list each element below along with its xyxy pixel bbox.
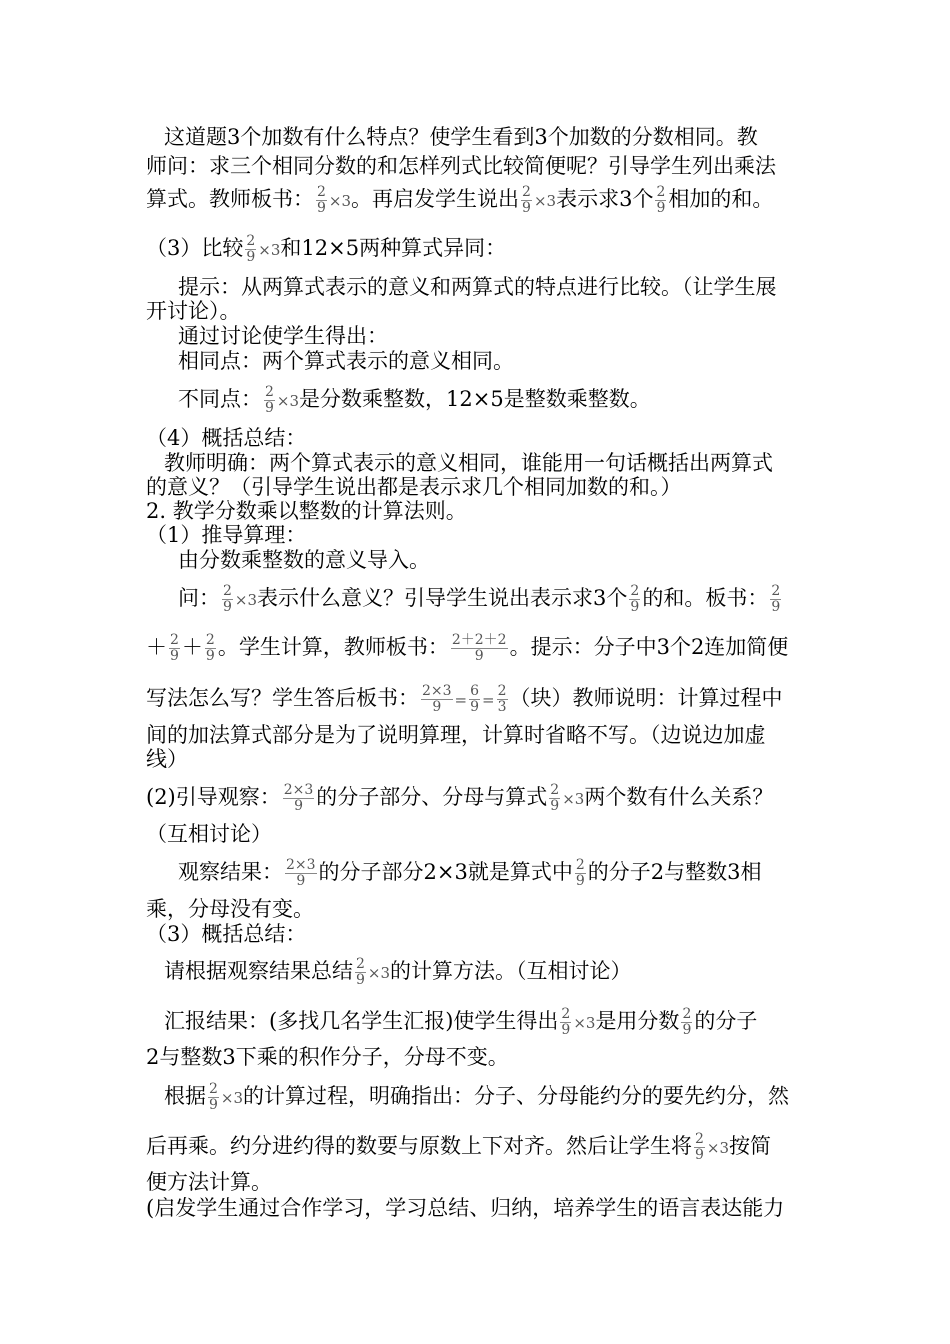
- fraction: $\frac{2}{9}$: [695, 1131, 704, 1163]
- paragraph-line: 不同点： $\frac{2}{9}$ ×3是分数乘整数，12×5是整数乘整数。: [178, 384, 651, 416]
- paragraph-line: 通过讨论使学生得出：: [178, 324, 388, 348]
- paragraph-line: 算式。教师板书： $\frac{2}{9}$ ×3。再启发学生说出 $\frac{2}{9}$ ×3表示求3个 $\frac{2}{9}$ 相加的和。: [146, 184, 774, 216]
- paragraph-line: 这道题3个加数有什么特点？使学生看到3个加数的分数相同。教: [164, 125, 758, 149]
- paragraph-line: 由分数乘整数的意义导入。: [178, 548, 430, 572]
- paragraph-line: 观察结果： $\frac{2\times 3}{9}$ 的分子部分2×3就是算式中 $\frac{2}{9}$ 的分子2与整数3相: [178, 857, 762, 889]
- paragraph-line: （互相讨论）: [146, 822, 272, 846]
- fraction: $\frac{2}{9}$: [317, 184, 326, 216]
- fraction: $\frac{2}{9}$: [170, 632, 179, 664]
- paragraph-line: 提示：从两算式表示的意义和两算式的特点进行比较。（让学生展: [178, 275, 777, 299]
- fraction: $\frac{2}{9}$: [550, 782, 560, 814]
- fraction: $\frac{2}{9}$: [522, 184, 531, 216]
- section-heading: （3）概括总结：: [146, 922, 307, 946]
- fraction: $\frac{2}{9}$: [246, 233, 256, 265]
- paragraph-line: 后再乘。约分进约得的数要与原数上下对齐。然后让学生将 $\frac{2}{9}$ ×3按简: [146, 1131, 772, 1163]
- fraction: $\frac{2}{9}$: [205, 632, 215, 664]
- paragraph-line: (启发学生通过合作学习，学习总结、归纳，培养学生的语言表达能力: [146, 1196, 785, 1220]
- paragraph-line: 师问：求三个相同分数的和怎样列式比较简便呢？引导学生列出乘法: [146, 154, 776, 178]
- paragraph-line: 2与整数3下乘的积作分子，分母不变。: [146, 1045, 509, 1069]
- paragraph-line: 写法怎么写？学生答后板书： $\frac{2\times 3}{9}$ = $\frac{6}{9}$ = $\frac{2}{3}$ （块）教师说明：计算过程中: [146, 683, 783, 715]
- fraction: $\frac{6}{9}$: [470, 683, 480, 715]
- section-heading: （1）推导算理：: [146, 523, 307, 547]
- fraction: $\frac{2}{9}$: [575, 857, 585, 889]
- fraction: $\frac{2+2+2}{9}$: [451, 632, 507, 664]
- paragraph-line: 线）: [146, 747, 188, 771]
- section-heading: （4）概括总结：: [146, 426, 307, 450]
- paragraph-line: 根据 $\frac{2}{9}$ ×3的计算过程，明确指出：分子、分母能约分的要先约分，然: [164, 1081, 790, 1113]
- paragraph-line: 汇报结果：(多找几名学生汇报)使学生得出 $\frac{2}{9}$ ×3是用分数 $\frac{2}{9}$ 的分子: [164, 1006, 758, 1038]
- fraction: $\frac{2\times 3}{9}$: [422, 683, 452, 715]
- paragraph-line: ＋ $\frac{2}{9}$ ＋ $\frac{2}{9}$ 。学生计算，教师板书： $\frac{2+2+2}{9}$ 。提示：分子中3个2连加简便: [146, 632, 789, 664]
- section-heading: 2. 教学分数乘以整数的计算法则。: [146, 499, 467, 523]
- fraction: $\frac{2}{9}$: [356, 956, 365, 988]
- fraction: $\frac{2}{9}$: [265, 384, 274, 416]
- paragraph-line: 教师明确：两个算式表示的意义相同，谁能用一句话概括出两算式: [164, 451, 773, 475]
- paragraph-line: 问： $\frac{2}{9}$ ×3表示什么意义？引导学生说出表示求3个 $\frac{2}{9}$ 的和。板书： $\frac{2}{9}$: [178, 583, 781, 615]
- fraction: $\frac{2\times 3}{9}$: [283, 782, 314, 814]
- paragraph-line: 间的加法算式部分是为了说明算理，计算时省略不写。（边说边加虚: [146, 723, 766, 747]
- fraction: $\frac{2}{9}$: [209, 1081, 218, 1113]
- paragraph-line: 开讨论）。: [146, 299, 241, 323]
- fraction: $\frac{2}{3}$: [497, 683, 507, 715]
- paragraph-line: 请根据观察结果总结 $\frac{2}{9}$ ×3的计算方法。（互相讨论）: [164, 956, 632, 988]
- section-heading: (2)引导观察： $\frac{2\times 3}{9}$ 的分子部分、分母与算式 $\frac{2}{9}$ ×3两个数有什么关系？: [146, 782, 774, 814]
- fraction: $\frac{2}{9}$: [630, 583, 640, 615]
- fraction: $\frac{2}{9}$: [561, 1006, 571, 1038]
- paragraph-line: 的意义？（引导学生说出都是表示求几个相同加数的和。）: [146, 475, 682, 499]
- paragraph-line: 便方法计算。: [146, 1170, 272, 1194]
- fraction: $\frac{2\times 3}{9}$: [286, 857, 316, 889]
- fraction: $\frac{2}{9}$: [771, 583, 781, 615]
- fraction: $\frac{2}{9}$: [682, 1006, 692, 1038]
- paragraph-line: 乘，分母没有变。: [146, 897, 314, 921]
- paragraph-line: 相同点：两个算式表示的意义相同。: [178, 349, 514, 373]
- fraction: $\frac{2}{9}$: [656, 184, 666, 216]
- section-heading: （3）比较 $\frac{2}{9}$ ×3和12×5两种算式异同：: [146, 233, 507, 265]
- fraction: $\frac{2}{9}$: [223, 583, 232, 615]
